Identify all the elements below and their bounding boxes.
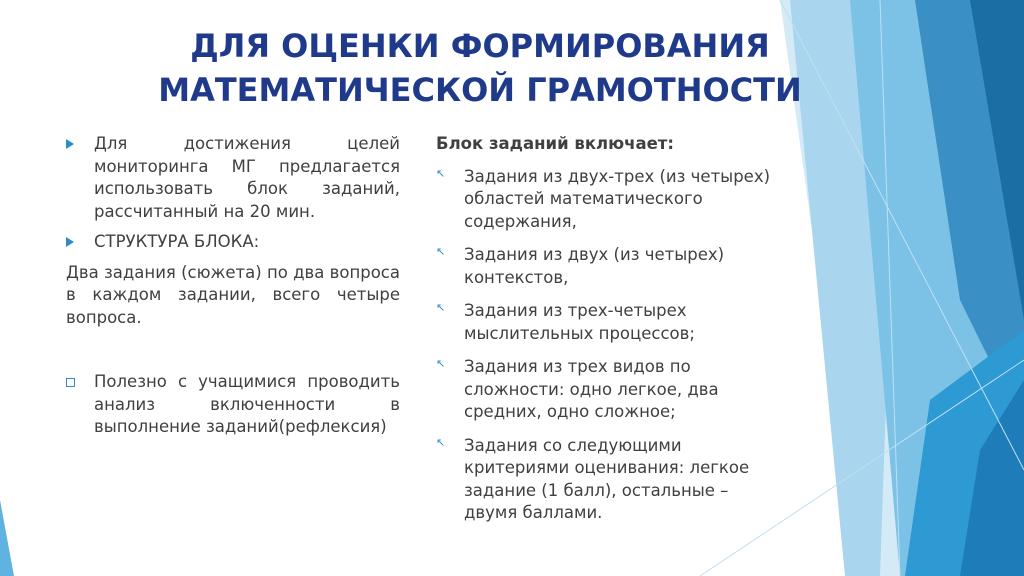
left-bullet-2 [66, 231, 400, 254]
left-bullet-2-text: СТРУКТУРА БЛОКА: [94, 232, 260, 251]
arrow-bullet-icon: ↖ [436, 245, 446, 258]
left-bullet-1-text: Для достижения целей мониторинга МГ предлагается использовать блок заданий, рассчитанный на 20 мин. [94, 134, 400, 221]
right-list-item [436, 435, 776, 525]
right-list-item-text: Задания из трех-четырех мыслительных процессов; [464, 301, 695, 343]
left-paragraph-text: Два задания (сюжета) по два вопроса в каждом задании, всего четыре вопроса. [66, 262, 400, 327]
arrow-bullet-icon: ↖ [436, 435, 446, 449]
right-list-item [436, 300, 776, 345]
title-line-1: ДЛЯ ОЦЕНКИ ФОРМИРОВАНИЯ [190, 27, 770, 65]
square-bullet-icon [66, 371, 86, 393]
arrow-bullet-icon: ↖ [436, 301, 446, 314]
arrow-bullet-icon: ↖ [436, 357, 446, 370]
right-list-item [436, 166, 776, 234]
right-heading: Блок заданий включает: [436, 134, 674, 153]
triangle-bullet-icon [66, 133, 86, 155]
right-list-item [436, 356, 776, 424]
title-line-2: МАТЕМАТИЧЕСКОЙ ГРАМОТНОСТИ [158, 71, 802, 109]
left-edge-shape [0, 500, 14, 576]
right-list-item [436, 244, 776, 289]
left-bullet-1 [66, 133, 400, 223]
triangle-bullet-icon [66, 231, 86, 253]
right-list-item-text: Задания из двух (из четырех) контекстов, [464, 245, 725, 287]
right-list-item-text: Задания из трех видов по сложности: одно легкое, два средних, одно сложное; [464, 357, 719, 421]
right-column [436, 133, 776, 536]
left-column [66, 133, 400, 439]
right-list-item-text: Задания со следующими критериями оценивания: легкое задание (1 балл), остальные – двумя баллами. [464, 435, 750, 522]
left-bullet-3 [66, 371, 400, 439]
slide-title [120, 24, 840, 112]
left-paragraph [66, 262, 400, 330]
right-list-item-text: Задания из двух-трех (из четырех) областей математического содержания, [464, 166, 771, 231]
arrow-bullet-icon: ↖ [436, 166, 446, 180]
left-bullet-3-text: Полезно с учащимися проводить анализ включенности в выполнение заданий(рефлексия) [94, 372, 400, 436]
